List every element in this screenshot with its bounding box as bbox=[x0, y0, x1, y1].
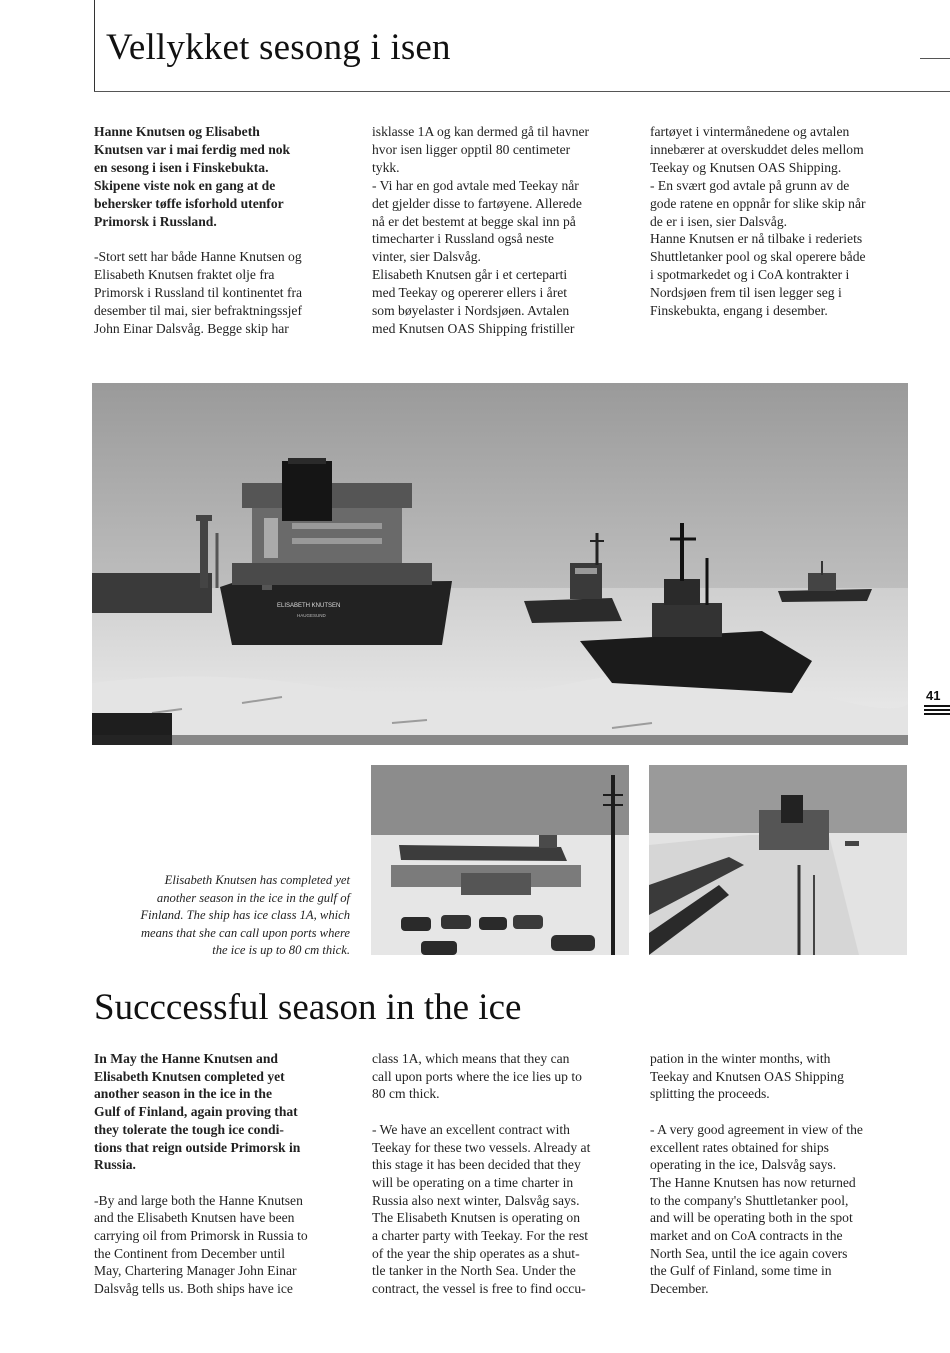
body-line: Teekay og Knutsen OAS Shipping. bbox=[650, 159, 842, 175]
title-english: Succcessful season in the ice bbox=[94, 987, 522, 1028]
body-line: excellent rates obtained for ships bbox=[650, 1139, 829, 1155]
caption-line: means that she can call upon ports where bbox=[140, 925, 350, 940]
body-line: John Einar Dalsvåg. Begge skip har bbox=[94, 320, 289, 336]
body-line: will be operating on a time charter in bbox=[372, 1174, 574, 1190]
lead-line: Knutsen var i mai ferdig med nok bbox=[94, 141, 291, 157]
body-line: Finskebukta, engang i desember. bbox=[650, 303, 828, 319]
body-line: - En svært god avtale på grunn av de bbox=[650, 177, 850, 193]
body-line: Nordsjøen frem til isen legger seg i bbox=[650, 285, 842, 301]
body-line: of the year the ship operates as a shut- bbox=[372, 1245, 580, 1261]
lead-line: Russia. bbox=[94, 1157, 136, 1173]
body-line: Shuttletanker pool og skal operere både bbox=[650, 249, 866, 265]
lead-line: Primorsk i Russland. bbox=[94, 213, 217, 229]
body-line: Elisabeth Knutsen fraktet olje fra bbox=[94, 267, 275, 283]
body-line: nå er det bestemt at begge skal inn på bbox=[372, 213, 576, 229]
lead-line: another season in the ice in the bbox=[94, 1086, 272, 1102]
deck-photo-illustration bbox=[649, 765, 907, 955]
body-line: tykk. bbox=[372, 159, 400, 175]
body-line: December. bbox=[650, 1281, 709, 1297]
body-line: and the Elisabeth Knutsen have been bbox=[94, 1210, 295, 1226]
harbor-photo-illustration bbox=[371, 765, 629, 955]
lead-line: Gulf of Finland, again proving that bbox=[94, 1104, 298, 1120]
body-line: class 1A, which means that they can bbox=[372, 1051, 570, 1066]
body-line: de er i isen, sier Dalsvåg. bbox=[650, 213, 788, 229]
body-line: tle tanker in the North Sea. Under the bbox=[372, 1263, 576, 1279]
ship-name-hull: ELISABETH KNUTSEN bbox=[277, 603, 341, 609]
body-line: The Elisabeth Knutsen is operating on bbox=[372, 1210, 581, 1226]
norwegian-column-3 bbox=[650, 123, 906, 320]
body-line: splitting the proceeds. bbox=[650, 1086, 770, 1102]
body-line: the Continent from December until bbox=[94, 1245, 286, 1261]
lead-line: they tolerate the tough ice condi- bbox=[94, 1121, 284, 1137]
body-line: contract, the vessel is free to find occu- bbox=[372, 1281, 586, 1297]
body-line: - We have an excellent contract with bbox=[372, 1121, 570, 1137]
lead-line: tions that reign outside Primorsk in bbox=[94, 1139, 301, 1155]
photo-caption bbox=[96, 872, 350, 960]
body-line: this stage it has been decided that they bbox=[372, 1157, 581, 1173]
body-line: carrying oil from Primorsk in Russia to bbox=[94, 1228, 308, 1244]
lead-line: Skipene viste nok en gang at de bbox=[94, 177, 276, 193]
body-line: Hanne Knutsen er nå tilbake i rederiets bbox=[650, 231, 863, 247]
lead-line: Hanne Knutsen og Elisabeth bbox=[94, 124, 260, 139]
body-line: operating in the ice, Dalsvåg says. bbox=[650, 1157, 837, 1173]
body-line: timecharter i Russland også neste bbox=[372, 231, 554, 247]
body-line: Primorsk i Russland til kontinentet fra bbox=[94, 285, 303, 301]
body-line: May, Chartering Manager John Einar bbox=[94, 1263, 297, 1279]
body-line: The Hanne Knutsen has now returned bbox=[650, 1174, 856, 1190]
lead-line: behersker tøffe isforhold utenfor bbox=[94, 195, 284, 211]
english-column-1 bbox=[94, 1050, 350, 1298]
body-line: call upon ports where the ice lies up to bbox=[372, 1068, 582, 1084]
caption-line: another season in the ice in the gulf of bbox=[156, 890, 350, 905]
body-line: -By and large both the Hanne Knutsen bbox=[94, 1192, 303, 1208]
body-line: Dalsvåg tells us. Both ships have ice bbox=[94, 1281, 293, 1297]
body-line: Elisabeth Knutsen går i et certeparti bbox=[372, 267, 568, 283]
title-norwegian: Vellykket sesong i isen bbox=[106, 27, 451, 68]
body-line: desember til mai, sier befraktningssjef bbox=[94, 303, 302, 319]
english-column-3 bbox=[650, 1050, 906, 1298]
lead-line: In May the Hanne Knutsen and bbox=[94, 1051, 278, 1066]
body-line: vinter, sier Dalsvåg. bbox=[372, 249, 481, 265]
body-line: med Knutsen OAS Shipping fristiller bbox=[372, 320, 575, 336]
body-line: and will be operating both in the spot bbox=[650, 1210, 853, 1226]
body-line: the Gulf of Finland, some time in bbox=[650, 1263, 832, 1279]
body-line: innebærer at overskuddet deles mellom bbox=[650, 141, 864, 157]
body-line: det gjelder disse to fartøyene. Allerede bbox=[372, 195, 582, 211]
header-horizontal-rule bbox=[94, 91, 950, 92]
body-line: North Sea, until the ice again covers bbox=[650, 1245, 848, 1261]
body-line: i spotmarkedet og i CoA kontrakter i bbox=[650, 267, 850, 283]
caption-line: the ice is up to 80 cm thick. bbox=[212, 943, 350, 958]
norwegian-column-2 bbox=[372, 123, 628, 338]
body-line: Teekay for these two vessels. Already at bbox=[372, 1139, 591, 1155]
body-line: fartøyet i vintermånedene og avtalen bbox=[650, 124, 850, 139]
ship-port-hull: HAUGESUND bbox=[297, 613, 326, 618]
header-vertical-rule bbox=[94, 0, 95, 92]
body-line: gode ratene en oppnår for slike skip når bbox=[650, 195, 866, 211]
body-line: -Stort sett har både Hanne Knutsen og bbox=[94, 249, 302, 265]
caption-line: Finland. The ship has ice class 1A, which bbox=[140, 908, 350, 923]
caption-line: Elisabeth Knutsen has completed yet bbox=[164, 873, 350, 887]
lead-line: en sesong i isen i Finskebukta. bbox=[94, 159, 269, 175]
lead-line: Elisabeth Knutsen completed yet bbox=[94, 1068, 285, 1084]
photo-tanker-in-ice bbox=[92, 383, 908, 745]
body-line: hvor isen ligger opptil 80 centimeter bbox=[372, 141, 571, 157]
body-line: a charter party with Teekay. For the rest bbox=[372, 1228, 589, 1244]
body-line: market and on CoA contracts in the bbox=[650, 1228, 843, 1244]
photo-deck-view bbox=[649, 765, 907, 955]
body-line: som bøyelaster i Nordsjøen. Avtalen bbox=[372, 303, 570, 319]
tanker-photo-illustration bbox=[92, 383, 908, 745]
page-number: 41 bbox=[926, 688, 941, 703]
body-line: 80 cm thick. bbox=[372, 1086, 440, 1102]
body-line: - A very good agreement in view of the bbox=[650, 1121, 863, 1137]
body-line: pation in the winter months, with bbox=[650, 1051, 831, 1066]
body-line: to the company's Shuttletanker pool, bbox=[650, 1192, 849, 1208]
body-line: Russia also next winter, Dalsvåg says. bbox=[372, 1192, 580, 1208]
photo-harbor-cars bbox=[371, 765, 629, 955]
corner-rule bbox=[920, 58, 950, 59]
body-line: - Vi har en god avtale med Teekay når bbox=[372, 177, 579, 193]
body-line: isklasse 1A og kan dermed gå til havner bbox=[372, 124, 590, 139]
body-line: med Teekay og opererer ellers i året bbox=[372, 285, 568, 301]
english-column-2 bbox=[372, 1050, 628, 1298]
norwegian-column-1 bbox=[94, 123, 350, 338]
body-line: Teekay and Knutsen OAS Shipping bbox=[650, 1068, 844, 1084]
